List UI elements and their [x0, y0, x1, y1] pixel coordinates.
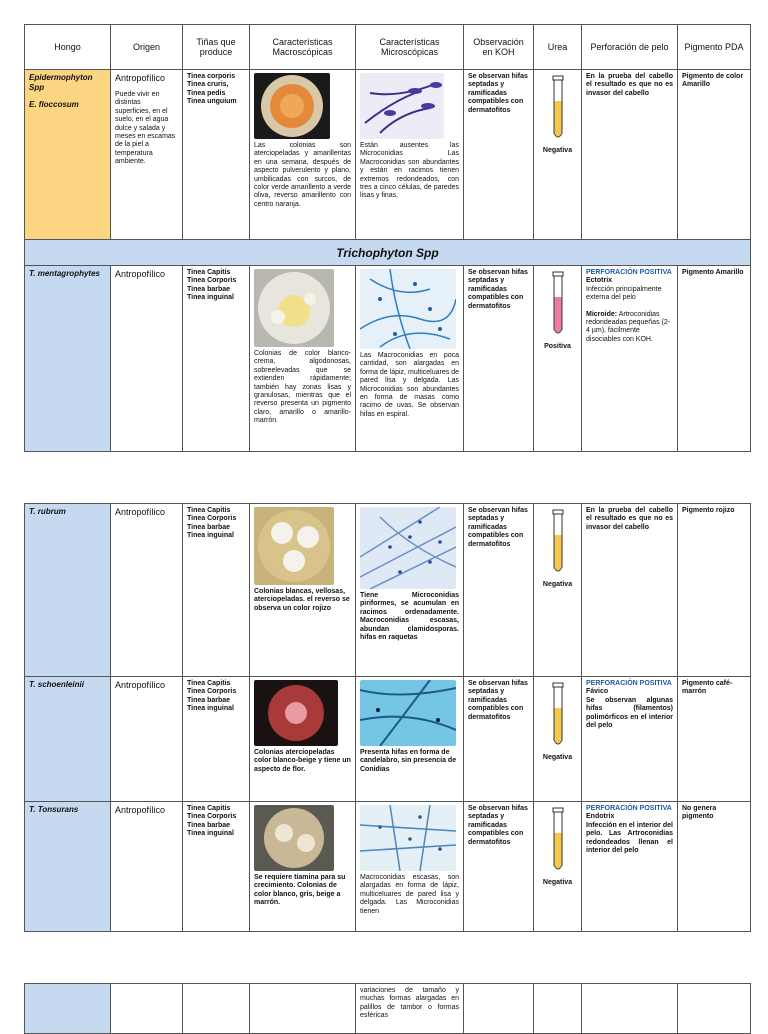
pelo-cell: En la prueba del cabello el resultado es que no es invasor del cabello	[582, 504, 678, 677]
koh-cell: Se observan hifas septadas y ramificadas compatibles con dermatofitos	[464, 504, 534, 677]
microscopy-photo	[360, 73, 444, 139]
koh-cell: Se observan hifas septadas y ramificadas compatibles con dermatofitos	[464, 266, 534, 452]
hongo-species: E. floccosum	[29, 100, 79, 109]
colony-photo	[254, 805, 334, 871]
pelo-heading: PERFORACIÓN POSITIVA	[586, 805, 672, 812]
microscopy-photo	[360, 680, 456, 746]
macro-cell	[250, 504, 356, 677]
section-banner: Trichophyton Spp	[25, 240, 751, 266]
pigmento-cell	[678, 984, 751, 1034]
macro-text: Colonias aterciopeladas color blanco-beige y tiene un aspecto de flor.	[254, 749, 351, 773]
koh-cell: Se observan hifas septadas y ramificadas compatibles con dermatofitos	[464, 70, 534, 240]
header-macro: Características Macroscópicas	[250, 25, 356, 70]
table-row	[25, 984, 751, 1034]
hongo-name: T. rubrum	[29, 507, 66, 516]
macro-text: Las colonias son aterciopeladas y amarillentas en una semana, después de aspecto pulverulento y plano, umbilicadas con surcos, de color verde amarillento a verde oliva, reverso amarillento con centro naranja.	[254, 142, 351, 208]
tinas-cell: Tinea Capitis Tinea Corporis Tinea barbae Tinea inguinal	[183, 266, 250, 452]
koh-cell: Se observan hifas septadas y ramificadas compatibles con dermatofitos	[464, 802, 534, 932]
header-urea: Urea	[534, 25, 582, 70]
macro-text: Colonias blancas, vellosas, aterciopeladas. el reverso se observa un color rojizo	[254, 588, 350, 612]
urea-cell	[534, 984, 582, 1034]
colony-photo	[254, 73, 330, 139]
macro-cell	[250, 266, 356, 452]
origen-detail: Puede vivir en distintas superficies, en el suelo, en el agua dulce y salada y meses en escamas de la piel a temperatura ambiente.	[115, 91, 176, 166]
macro-cell	[250, 677, 356, 802]
micro-cell	[356, 266, 464, 452]
origen-cell	[111, 984, 183, 1034]
table-row	[25, 70, 751, 240]
header-micro: Características Microscópicas	[356, 25, 464, 70]
hongo-cell	[25, 802, 111, 932]
micro-text: Macroconidias escasas, son alargadas en forma de lápiz, multiceluares de pared lisa y delgada. Las Microconidias tienen	[360, 874, 459, 915]
urea-cell	[534, 802, 582, 932]
tinas-cell	[183, 984, 250, 1034]
tinas-cell: Tinea Capitis Tinea Corporis Tinea barbae Tinea inguinal	[183, 504, 250, 677]
header-origen: Origen	[111, 25, 183, 70]
pigmento-cell: No genera pigmento	[678, 802, 751, 932]
micro-cell	[356, 70, 464, 240]
table-row	[25, 677, 751, 802]
pelo-extra	[586, 311, 673, 345]
pelo-subtype: Fávico	[586, 688, 609, 696]
table-row	[25, 266, 751, 452]
pelo-extra-text: Artroconidias redondeadas pequeñas (2-4 µm), fácilmente disociables con KOH.	[586, 310, 671, 343]
pelo-heading: PERFORACIÓN POSITIVA	[586, 269, 672, 276]
pelo-extra-label: Microide:	[586, 310, 618, 318]
pelo-subtype: Endotrix	[586, 813, 615, 821]
pelo-text: Infección en el interior del pelo. Las Artroconidias redondeados llenan el interior del pelo	[586, 821, 673, 855]
macro-text: Colonias de color blanco-crema, algodonosas, sobreelevadas que se extienden rápidamente; también hay zonas lisas y granulosas, mientras que el reverso presenta un pigmento claro, amarillo o amarillo-marrón.	[254, 350, 351, 425]
origen-cell	[111, 802, 183, 932]
urea-tube-negative	[548, 75, 568, 143]
table-row	[25, 802, 751, 932]
hongo-cell	[25, 504, 111, 677]
fungi-table-page-2	[24, 503, 751, 932]
table-row	[25, 504, 751, 677]
micro-text: Las Macroconidias en poca cantidad, son alargadas en forma de lápiz, multiceluares de pared lisa y delgada. Las Microconidias son abundantes en forma de masas como racimo de uvas. Se observan hifas en espiral.	[360, 352, 459, 418]
macro-text: Se requiere tiamina para su crecimiento. Colonias de color blanco, gris, beige a marrón.	[254, 874, 346, 907]
colony-photo	[254, 680, 338, 746]
tinas-cell: Tinea Capitis Tinea Corporis Tinea barbae Tinea inguinal	[183, 802, 250, 932]
urea-cell	[534, 677, 582, 802]
pelo-cell: En la prueba del cabello el resultado es que no es invasor del cabello	[582, 70, 678, 240]
hongo-name: T. schoenleinii	[29, 680, 84, 689]
pigmento-cell: Pigmento café-marrón	[678, 677, 751, 802]
pigmento-cell: Pigmento de color Amarillo	[678, 70, 751, 240]
microscopy-photo	[360, 805, 456, 871]
header-pelo: Perforación de pelo	[582, 25, 678, 70]
micro-text: Tiene Microconidias piriformes, se acumulan en racimos ordenadamente. Macroconidias escasas, abundan clamidosporas. hifas en raquetas	[360, 592, 459, 642]
hongo-cell	[25, 677, 111, 802]
colony-photo	[254, 507, 334, 585]
microscopy-photo	[360, 269, 456, 349]
section-banner-row	[25, 240, 751, 266]
origen-text: Antropofílico	[115, 269, 166, 279]
urea-result: Negativa	[542, 879, 573, 886]
urea-tube-negative	[548, 682, 568, 750]
pelo-text: Infección principalmente externa del pelo	[586, 285, 662, 302]
urea-cell	[534, 266, 582, 452]
hongo-cell	[25, 984, 111, 1034]
macro-cell	[250, 70, 356, 240]
origen-cell	[111, 677, 183, 802]
pelo-cell	[582, 266, 678, 452]
pelo-text: Se observan algunas hifas (filamentos) polimórficos en el interior del pelo	[586, 696, 673, 730]
origen-text: Antropofílico	[115, 805, 166, 815]
header-row	[25, 25, 751, 70]
tinas-cell: Tinea corporis Tinea cruris, Tinea pedis Tinea unguium	[183, 70, 250, 240]
hongo-name: T. mentagrophytes	[29, 269, 100, 278]
macro-cell	[250, 984, 356, 1034]
microscopy-photo	[360, 507, 456, 589]
header-tinas: Tiñas que produce	[183, 25, 250, 70]
hongo-cell	[25, 266, 111, 452]
header-hongo: Hongo	[25, 25, 111, 70]
pelo-heading: PERFORACIÓN POSITIVA	[586, 680, 672, 687]
header-pigmento: Pigmento PDA	[678, 25, 751, 70]
origen-cell	[111, 266, 183, 452]
urea-result: Negativa	[542, 754, 573, 761]
pelo-cell	[582, 677, 678, 802]
micro-cell	[356, 504, 464, 677]
micro-cell	[356, 802, 464, 932]
colony-photo	[254, 269, 334, 347]
micro-text: Están ausentes las Microconidias Las Macroconidias son abundantes y están en racimos tienen extremos redondeados, con tres a cinco células, de paredes lisas y finas.	[360, 142, 459, 200]
fungi-table-page-1	[24, 24, 751, 452]
header-koh: Observación en KOH	[464, 25, 534, 70]
pelo-cell	[582, 802, 678, 932]
hongo-cell	[25, 70, 111, 240]
urea-tube-negative	[548, 807, 568, 875]
urea-result: Positiva	[544, 343, 571, 350]
origen-text: Antropofílico	[115, 680, 166, 690]
micro-text: Presenta hifas en forma de candelabro, sin presencia de Conidias	[360, 749, 457, 773]
tinas-cell: Tinea Capitis Tinea Corporis Tinea barbae Tinea inguinal	[183, 677, 250, 802]
pigmento-cell: Pigmento Amarillo	[678, 266, 751, 452]
pigmento-cell: Pigmento rojizo	[678, 504, 751, 677]
origen-text: Antropofílico	[115, 73, 166, 83]
urea-tube-negative	[548, 509, 568, 577]
urea-result: Negativa	[542, 147, 573, 154]
fungi-table-page-3	[24, 983, 751, 1034]
origen-cell	[111, 70, 183, 240]
pelo-subtype: Ectotrix	[586, 277, 613, 285]
macro-cell	[250, 802, 356, 932]
micro-cell: variaciones de tamaño y muchas formas alargadas en palillos de tambor o formas esféricas	[356, 984, 464, 1034]
pelo-cell	[582, 984, 678, 1034]
hongo-name: Epidermophyton Spp	[29, 73, 93, 92]
hongo-name: T. Tonsurans	[29, 805, 79, 814]
urea-cell	[534, 504, 582, 677]
urea-cell	[534, 70, 582, 240]
koh-cell	[464, 984, 534, 1034]
micro-cell	[356, 677, 464, 802]
urea-result: Negativa	[542, 581, 573, 588]
koh-cell: Se observan hifas septadas y ramificadas compatibles con dermatofitos	[464, 677, 534, 802]
origen-text: Antropofílico	[115, 507, 166, 517]
origen-cell	[111, 504, 183, 677]
urea-tube-positive	[548, 271, 568, 339]
